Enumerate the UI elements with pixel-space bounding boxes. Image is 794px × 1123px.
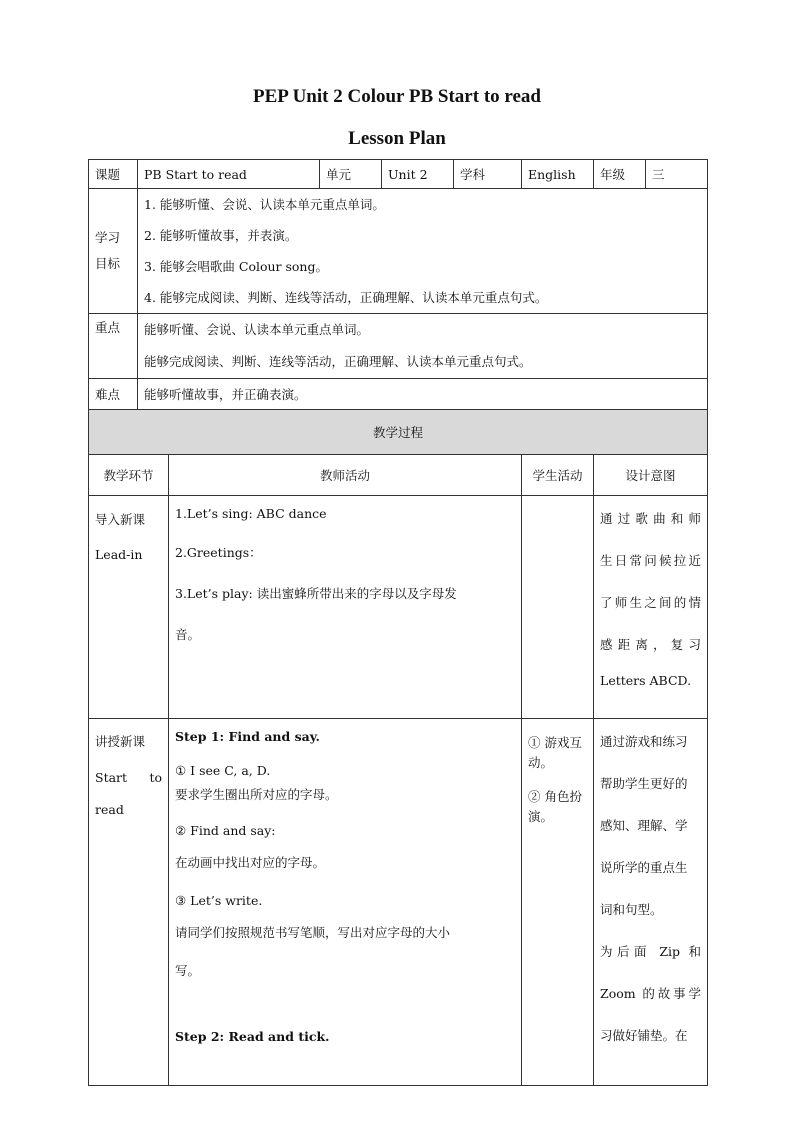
teacher-item: 请同学们按照规范书写笔顺，写出对应字母的大小 [175, 925, 451, 940]
start-row [89, 719, 708, 1086]
process-heading: 教学过程 [89, 410, 708, 455]
subject-label: 学科 [454, 160, 522, 189]
step1-heading: Step 1: Find and say. [175, 729, 320, 744]
step2-heading: Step 2: Read and tick. [175, 1029, 330, 1044]
teacher-item: ① I see C, a, D. [175, 763, 271, 778]
leadin-row [89, 496, 708, 719]
document-subtitle: Lesson Plan [348, 128, 446, 149]
teacher-item: 3.Let’s play: 读出蜜蜂所带出来的字母以及字母发 [175, 586, 457, 601]
start-intent: 通过游戏和练习 帮助学生更好的 感知、理解、学 说所学的重点生 词和句型。 为后面 Zip 和 Zoom 的故事学 习做好铺垫。在 [594, 719, 708, 1086]
topic-value: PB Start to read [138, 160, 320, 189]
goal-item: 4. 能够完成阅读、判断、连线等活动，正确理解、认读本单元重点句式。 [144, 290, 548, 305]
goal-item: 3. 能够会唱歌曲 Colour song。 [144, 259, 328, 274]
col-intent-header: 设计意图 [594, 455, 708, 496]
goal-item: 2. 能够听懂故事，并表演。 [144, 228, 298, 243]
difficulty-label: 难点 [89, 379, 138, 410]
goals-list [138, 189, 708, 314]
leadin-stage: 导入新课 Lead-in [89, 496, 169, 719]
unit-value: Unit 2 [382, 160, 454, 189]
key-points-list [138, 314, 708, 379]
lesson-plan-table [88, 159, 708, 1086]
process-heading-row [89, 410, 708, 455]
column-header-row [89, 455, 708, 496]
start-stage: 讲授新课 Start to read [89, 719, 169, 1086]
start-teacher [169, 719, 522, 1086]
key-point-item: 能够听懂、会说、认读本单元重点单词。 [144, 322, 370, 337]
teacher-item: ③ Let’s write. [175, 893, 263, 908]
grade-value: 三 [646, 160, 708, 189]
topic-label: 课题 [89, 160, 138, 189]
leadin-student [522, 496, 594, 719]
teacher-item: 音。 [175, 627, 201, 642]
teacher-item: 2.Greetings： [175, 545, 262, 560]
col-teacher-header: 教师活动 [169, 455, 522, 496]
key-points-row [89, 314, 708, 379]
difficulty-row [89, 379, 708, 410]
info-row [89, 160, 708, 189]
goals-label: 学习 目标 [89, 189, 138, 314]
teacher-item: ② Find and say: [175, 823, 276, 838]
goals-row [89, 189, 708, 314]
key-point-item: 能够完成阅读、判断、连线等活动，正确理解、认读本单元重点句式。 [144, 354, 532, 369]
teacher-item: 在动画中找出对应的字母。 [175, 855, 326, 870]
document-title: PEP Unit 2 Colour PB Start to read [253, 86, 541, 107]
grade-label: 年级 [594, 160, 646, 189]
difficulty-text: 能够听懂故事，并正确表演。 [138, 379, 708, 410]
unit-label: 单元 [320, 160, 382, 189]
teacher-item: 1.Let’s sing: ABC dance [175, 506, 327, 521]
key-points-label: 重点 [89, 314, 138, 379]
col-student-header: 学生活动 [522, 455, 594, 496]
student-item: ② 角色扮演。 [528, 789, 582, 824]
leadin-teacher [169, 496, 522, 719]
teacher-item: 要求学生圈出所对应的字母。 [175, 787, 338, 802]
subject-value: English [522, 160, 594, 189]
student-item: ① 游戏互动。 [528, 735, 582, 770]
leadin-intent: 通过歌曲和师 生日常问候拉近 了师生之间的情 感距离，复习 Letters ABCD. [594, 496, 708, 719]
teacher-item: 写。 [175, 963, 201, 978]
goal-item: 1. 能够听懂、会说、认读本单元重点单词。 [144, 197, 385, 212]
start-student [522, 719, 594, 1086]
col-stage-header: 教学环节 [89, 455, 169, 496]
